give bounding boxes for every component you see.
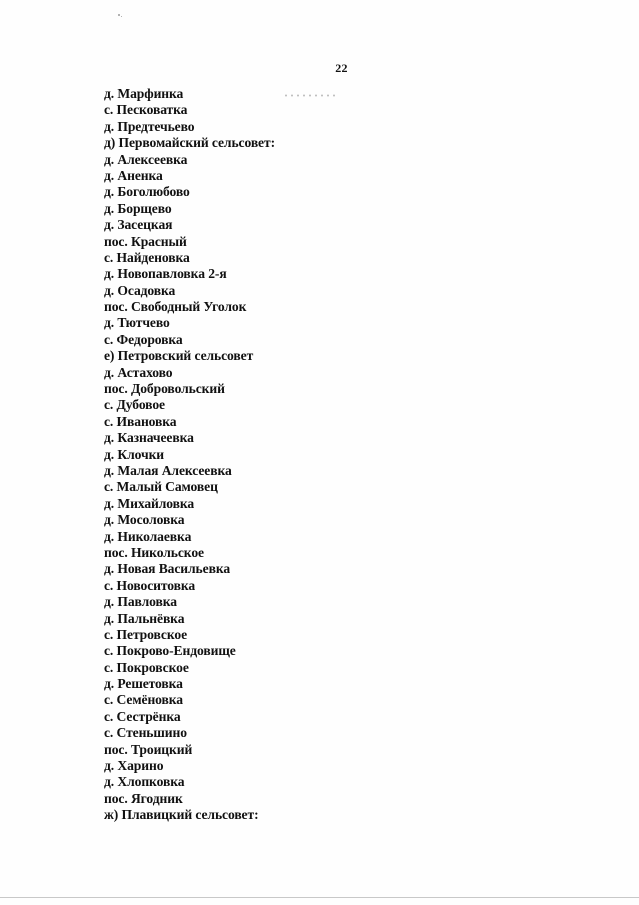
list-item: д. Засецкая xyxy=(104,217,173,233)
scan-speck xyxy=(118,14,120,16)
list-item: с. Дубовое xyxy=(104,397,165,413)
list-item: е) Петровский сельсовет xyxy=(104,348,254,364)
list-item: с. Новоситовка xyxy=(104,577,196,593)
list-item: с. Семёновка xyxy=(104,692,183,708)
list-item: с. Покрово-Ендовище xyxy=(104,643,236,659)
list-item: д. Новопавловка 2-я xyxy=(104,266,227,282)
list-item: д. Малая Алексеевка xyxy=(104,462,232,478)
settlement-list xyxy=(104,86,275,824)
scan-speck xyxy=(121,16,122,17)
list-item: пос. Свободный Уголок xyxy=(104,299,247,315)
list-item: с. Петровское xyxy=(104,626,188,642)
list-item: д. Новая Васильевка xyxy=(104,561,231,577)
list-item: д. Хлопковка xyxy=(104,774,185,790)
list-item: д. Казначеевка xyxy=(104,430,194,446)
list-item: д. Михайловка xyxy=(104,495,195,511)
list-item: с. Стеньшино xyxy=(104,725,187,741)
page-number: 22 xyxy=(335,61,348,75)
list-item: с. Песковатка xyxy=(104,102,188,118)
list-item: д. Боголюбово xyxy=(104,184,190,200)
list-item: д. Астахово xyxy=(104,364,173,380)
list-item: с. Малый Самовец xyxy=(104,479,218,495)
list-item: д. Пальнёвка xyxy=(104,610,185,626)
list-item: д. Алексеевка xyxy=(104,151,188,167)
list-item: д. Тютчево xyxy=(104,315,170,331)
list-item: д. Харино xyxy=(104,758,164,774)
list-item: с. Покровское xyxy=(104,659,189,675)
list-item: д. Решетовка xyxy=(104,676,183,692)
list-item: д) Первомайский сельсовет: xyxy=(104,135,275,151)
list-item: с. Ивановка xyxy=(104,413,177,429)
list-item: пос. Ягодник xyxy=(104,790,183,806)
list-item: пос. Троицкий xyxy=(104,741,193,757)
list-item: пос. Красный xyxy=(104,233,187,249)
list-item: д. Павловка xyxy=(104,594,177,610)
list-item: пос. Никольское xyxy=(104,544,204,560)
list-item: ж) Плавицкий сельсовет: xyxy=(104,807,259,823)
list-item: д. Мосоловка xyxy=(104,512,185,528)
list-item: пос. Добровольский xyxy=(104,381,225,397)
list-item: д. Осадовка xyxy=(104,282,176,298)
list-item: с. Сестрёнка xyxy=(104,708,181,724)
list-item: д. Клочки xyxy=(104,446,165,462)
list-item: д. Борщево xyxy=(104,200,172,216)
list-item: д. Николаевка xyxy=(104,528,192,544)
scan-smudge xyxy=(283,93,335,98)
list-item: д. Аненка xyxy=(104,167,163,183)
list-item: с. Найденовка xyxy=(104,249,190,265)
scan-edge-line xyxy=(0,897,639,898)
list-item: д. Предтечьево xyxy=(104,118,195,134)
list-item: д. Марфинка xyxy=(104,86,184,101)
list-item: с. Федоровка xyxy=(104,331,183,347)
